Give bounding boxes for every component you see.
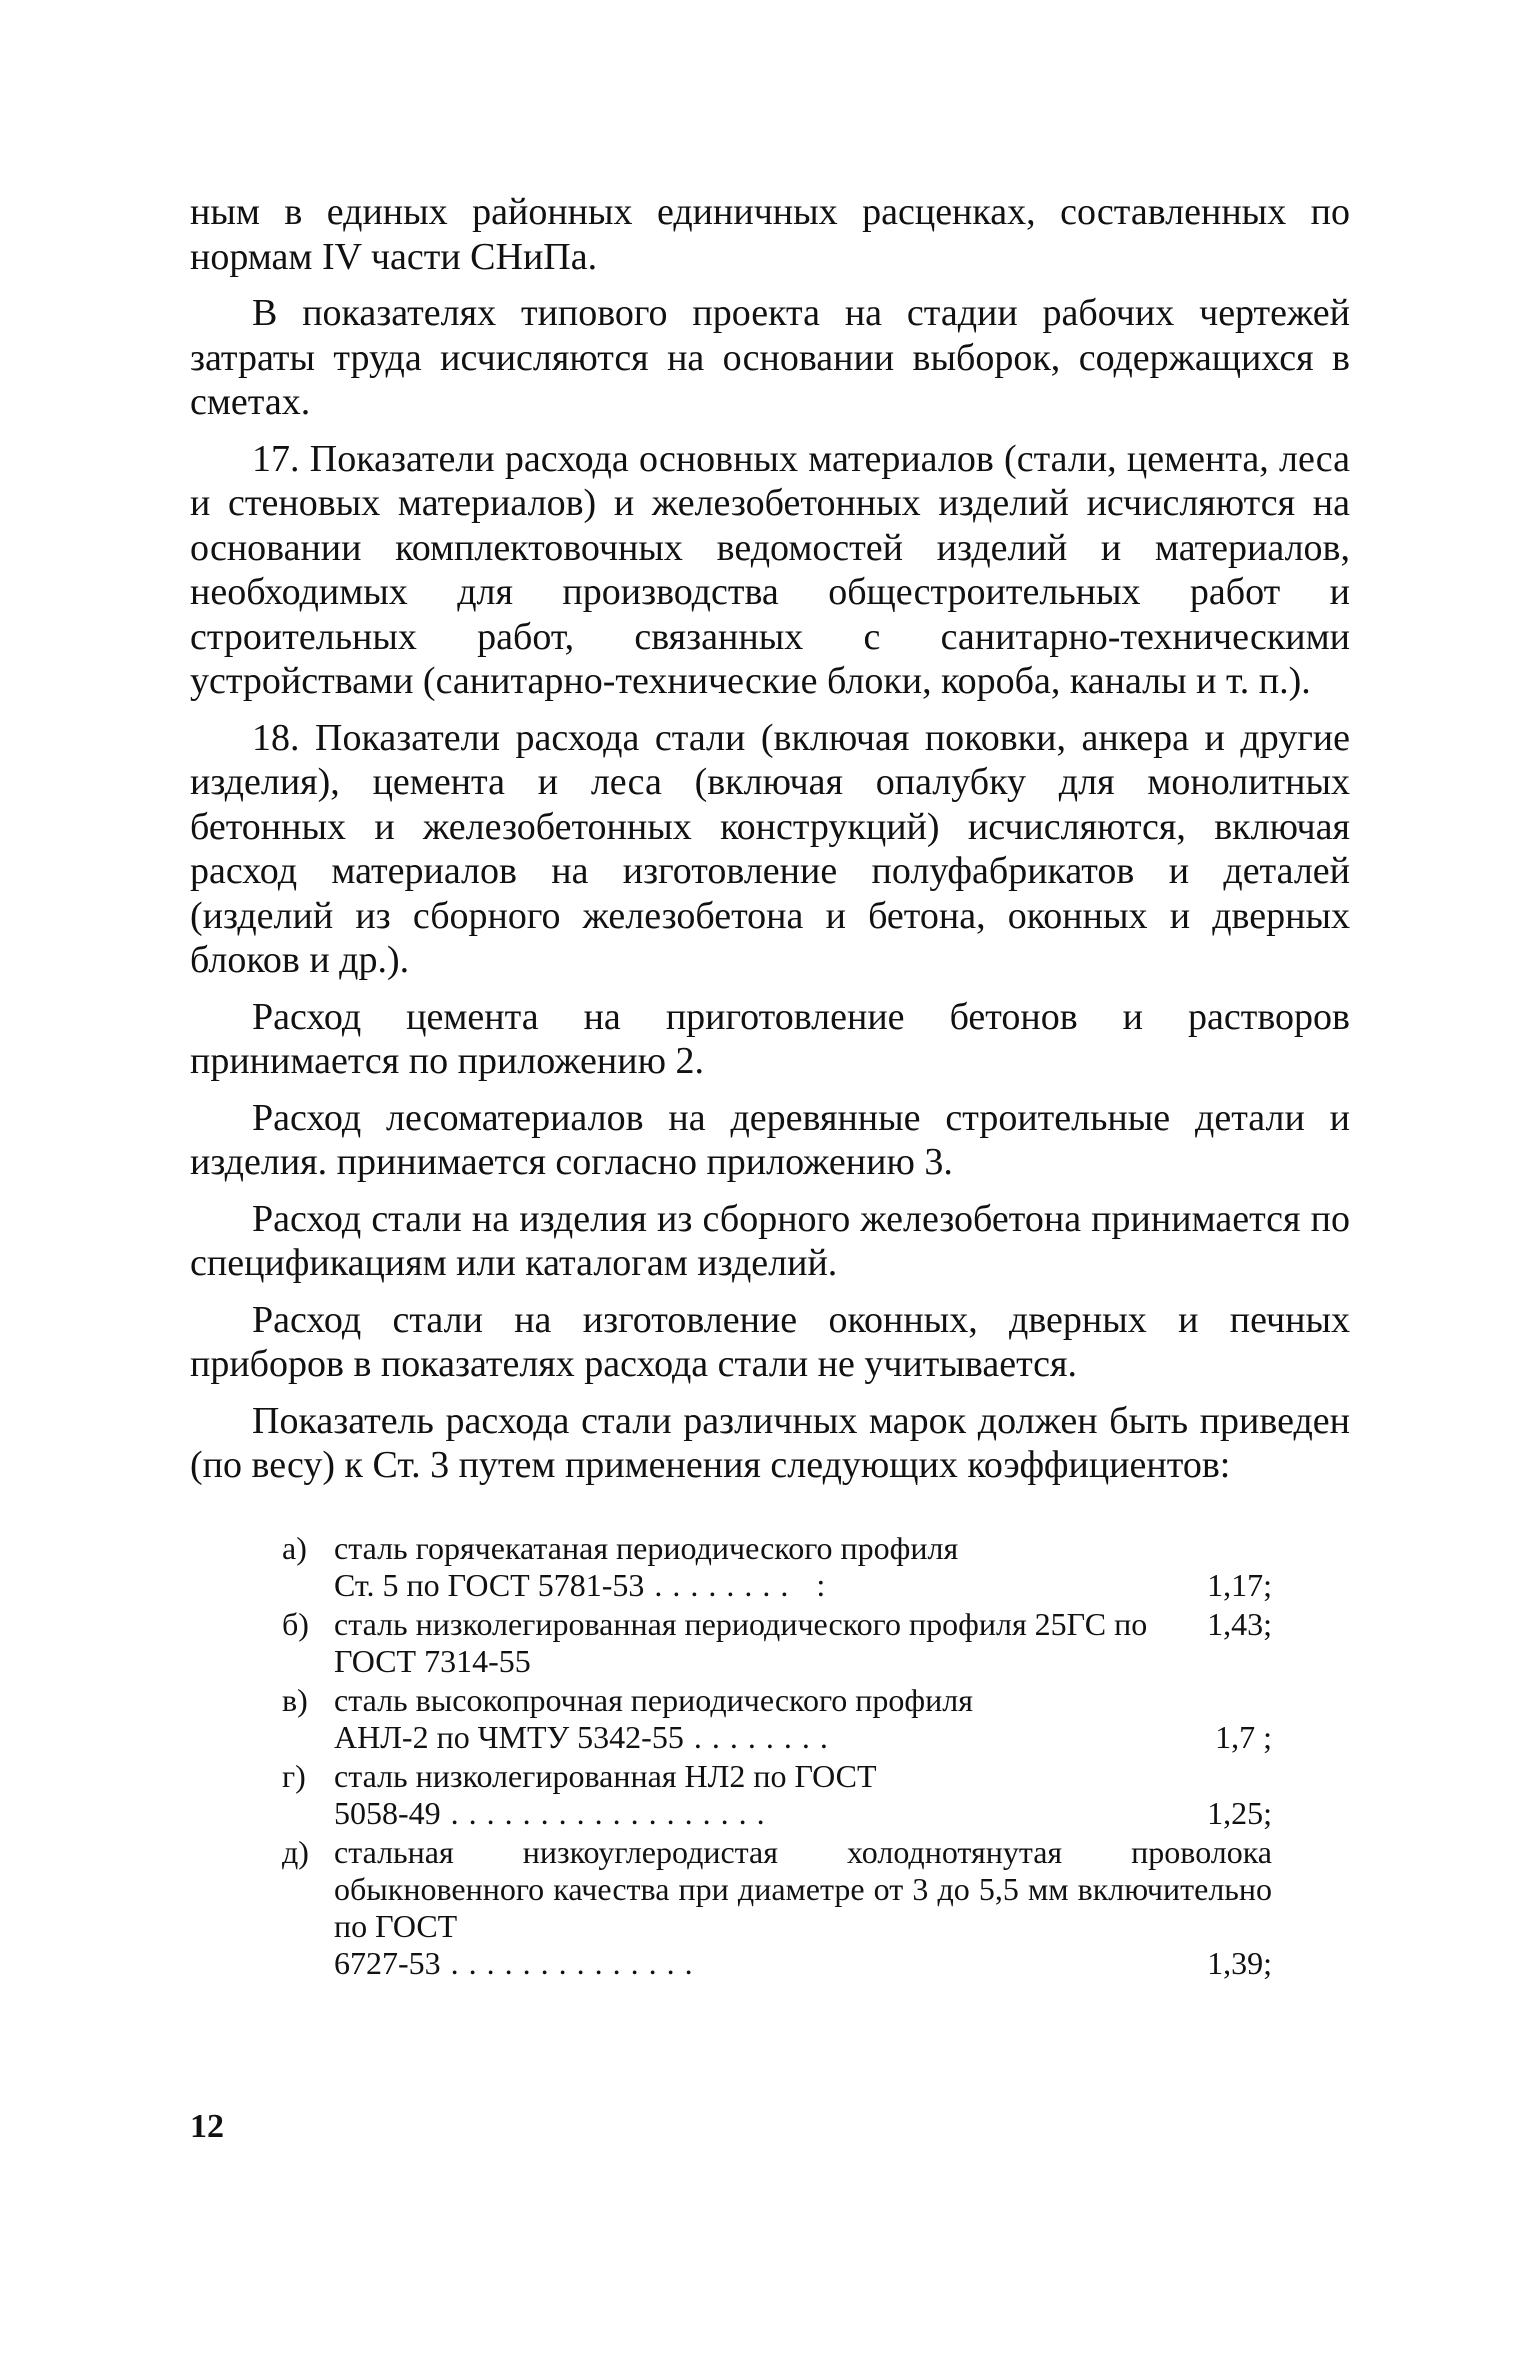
coefficient-value: 1,25; (1207, 1794, 1272, 1831)
leader-dots: ........ (693, 1718, 838, 1755)
list-item-text: сталь низколегированная НЛ2 по ГОСТ (334, 1757, 877, 1794)
coefficient-list (282, 1530, 1272, 1982)
leader-dots: .................. (450, 1794, 775, 1831)
page-content (190, 190, 1350, 1984)
coefficient-value: 1,7 ; (1215, 1718, 1272, 1755)
paragraph-2: В показателях типового проекта на стадии рабочих чертежей затраты труда исчисляются на основании выборок, содержащихся в сметах. (190, 292, 1350, 423)
list-item-letter: б) (282, 1605, 309, 1642)
list-item-text: сталь высокопрочная периодического профиля (334, 1681, 973, 1718)
text-body (190, 190, 1350, 1488)
list-item-text: стальная низкоуглеродистая холоднотянутая проволока обыкновенного качества при диаметре от 3 до 5,5 мм включительно по ГОСТ (334, 1833, 1272, 1944)
list-item-text: сталь низколегированная периодического профиля 25ГС по ГОСТ 7314-55 (334, 1605, 1148, 1679)
paragraph-1: ным в единых районных единичных расценках, составленных по нормам IV части СНиПа. (190, 191, 1350, 278)
list-item-letter: в) (282, 1681, 308, 1718)
paragraph-timber: Расход лесоматериалов на деревянные строительные детали и изделия. принимается согласно приложению 3. (190, 1096, 1350, 1183)
list-item-letter: а) (282, 1529, 307, 1566)
page-number: 12 (190, 2108, 224, 2145)
list-item (282, 1530, 1272, 1604)
coefficient-value: 1,17; (1207, 1566, 1272, 1603)
list-item-tail: АНЛ-2 по ЧМТУ 5342-55 (334, 1718, 684, 1755)
paragraph-18: 18. Показатели расхода стали (включая поковки, анкера и другие изделия), цемента и леса (включая опалубку для монолитных бетонных и железобетонных конструкций) исчисляются, включая расход материалов на изготовление полуфабрикатов и деталей (изделий из сборного железобетона и бетона, оконных и дверных блоков и др.). (190, 716, 1350, 981)
list-item-letter: д) (282, 1833, 309, 1870)
leader-dots: .............. (450, 1944, 703, 1981)
list-item (282, 1834, 1272, 1982)
list-item-tail: 6727-53 (334, 1944, 441, 1981)
list-item (282, 1682, 1272, 1756)
paragraph-steel-rc: Расход стали на изделия из сборного железобетона принимается по спецификациям или каталогам изделий. (190, 1197, 1350, 1284)
coefficient-value: 1,43; (1207, 1605, 1272, 1642)
leader-dots: ........ : (654, 1566, 836, 1603)
paragraph-17: 17. Показатели расхода основных материалов (стали, цемента, леса и стеновых материалов) и железобетонных изделий исчисляются на основании комплектовочных ведомостей изделий и материалов, необходимых для производства общестроительных работ и строительных работ, связанных с санитарно-техническими устройствами (санитарно-технические блоки, короба, каналы и т. п.). (190, 437, 1350, 702)
list-item-text: сталь горячекатаная периодического профиля (334, 1529, 959, 1566)
paragraph-cement: Расход цемента на приготовление бетонов и растворов принимается по приложению 2. (190, 995, 1350, 1082)
list-item-tail: Ст. 5 по ГОСТ 5781-53 (334, 1566, 645, 1603)
paragraph-coefficients-intro: Показатель расхода стали различных марок должен быть приведен (по весу) к Ст. 3 путем применения следующих коэффициентов: (190, 1399, 1350, 1486)
coefficient-value: 1,39; (1207, 1944, 1272, 1981)
paragraph-steel-windows: Расход стали на изготовление оконных, дверных и печных приборов в показателях расхода стали не учитывается. (190, 1298, 1350, 1385)
list-item (282, 1606, 1272, 1680)
list-item-letter: г) (282, 1757, 306, 1794)
list-item-tail: 5058-49 (334, 1794, 441, 1831)
list-item (282, 1758, 1272, 1832)
